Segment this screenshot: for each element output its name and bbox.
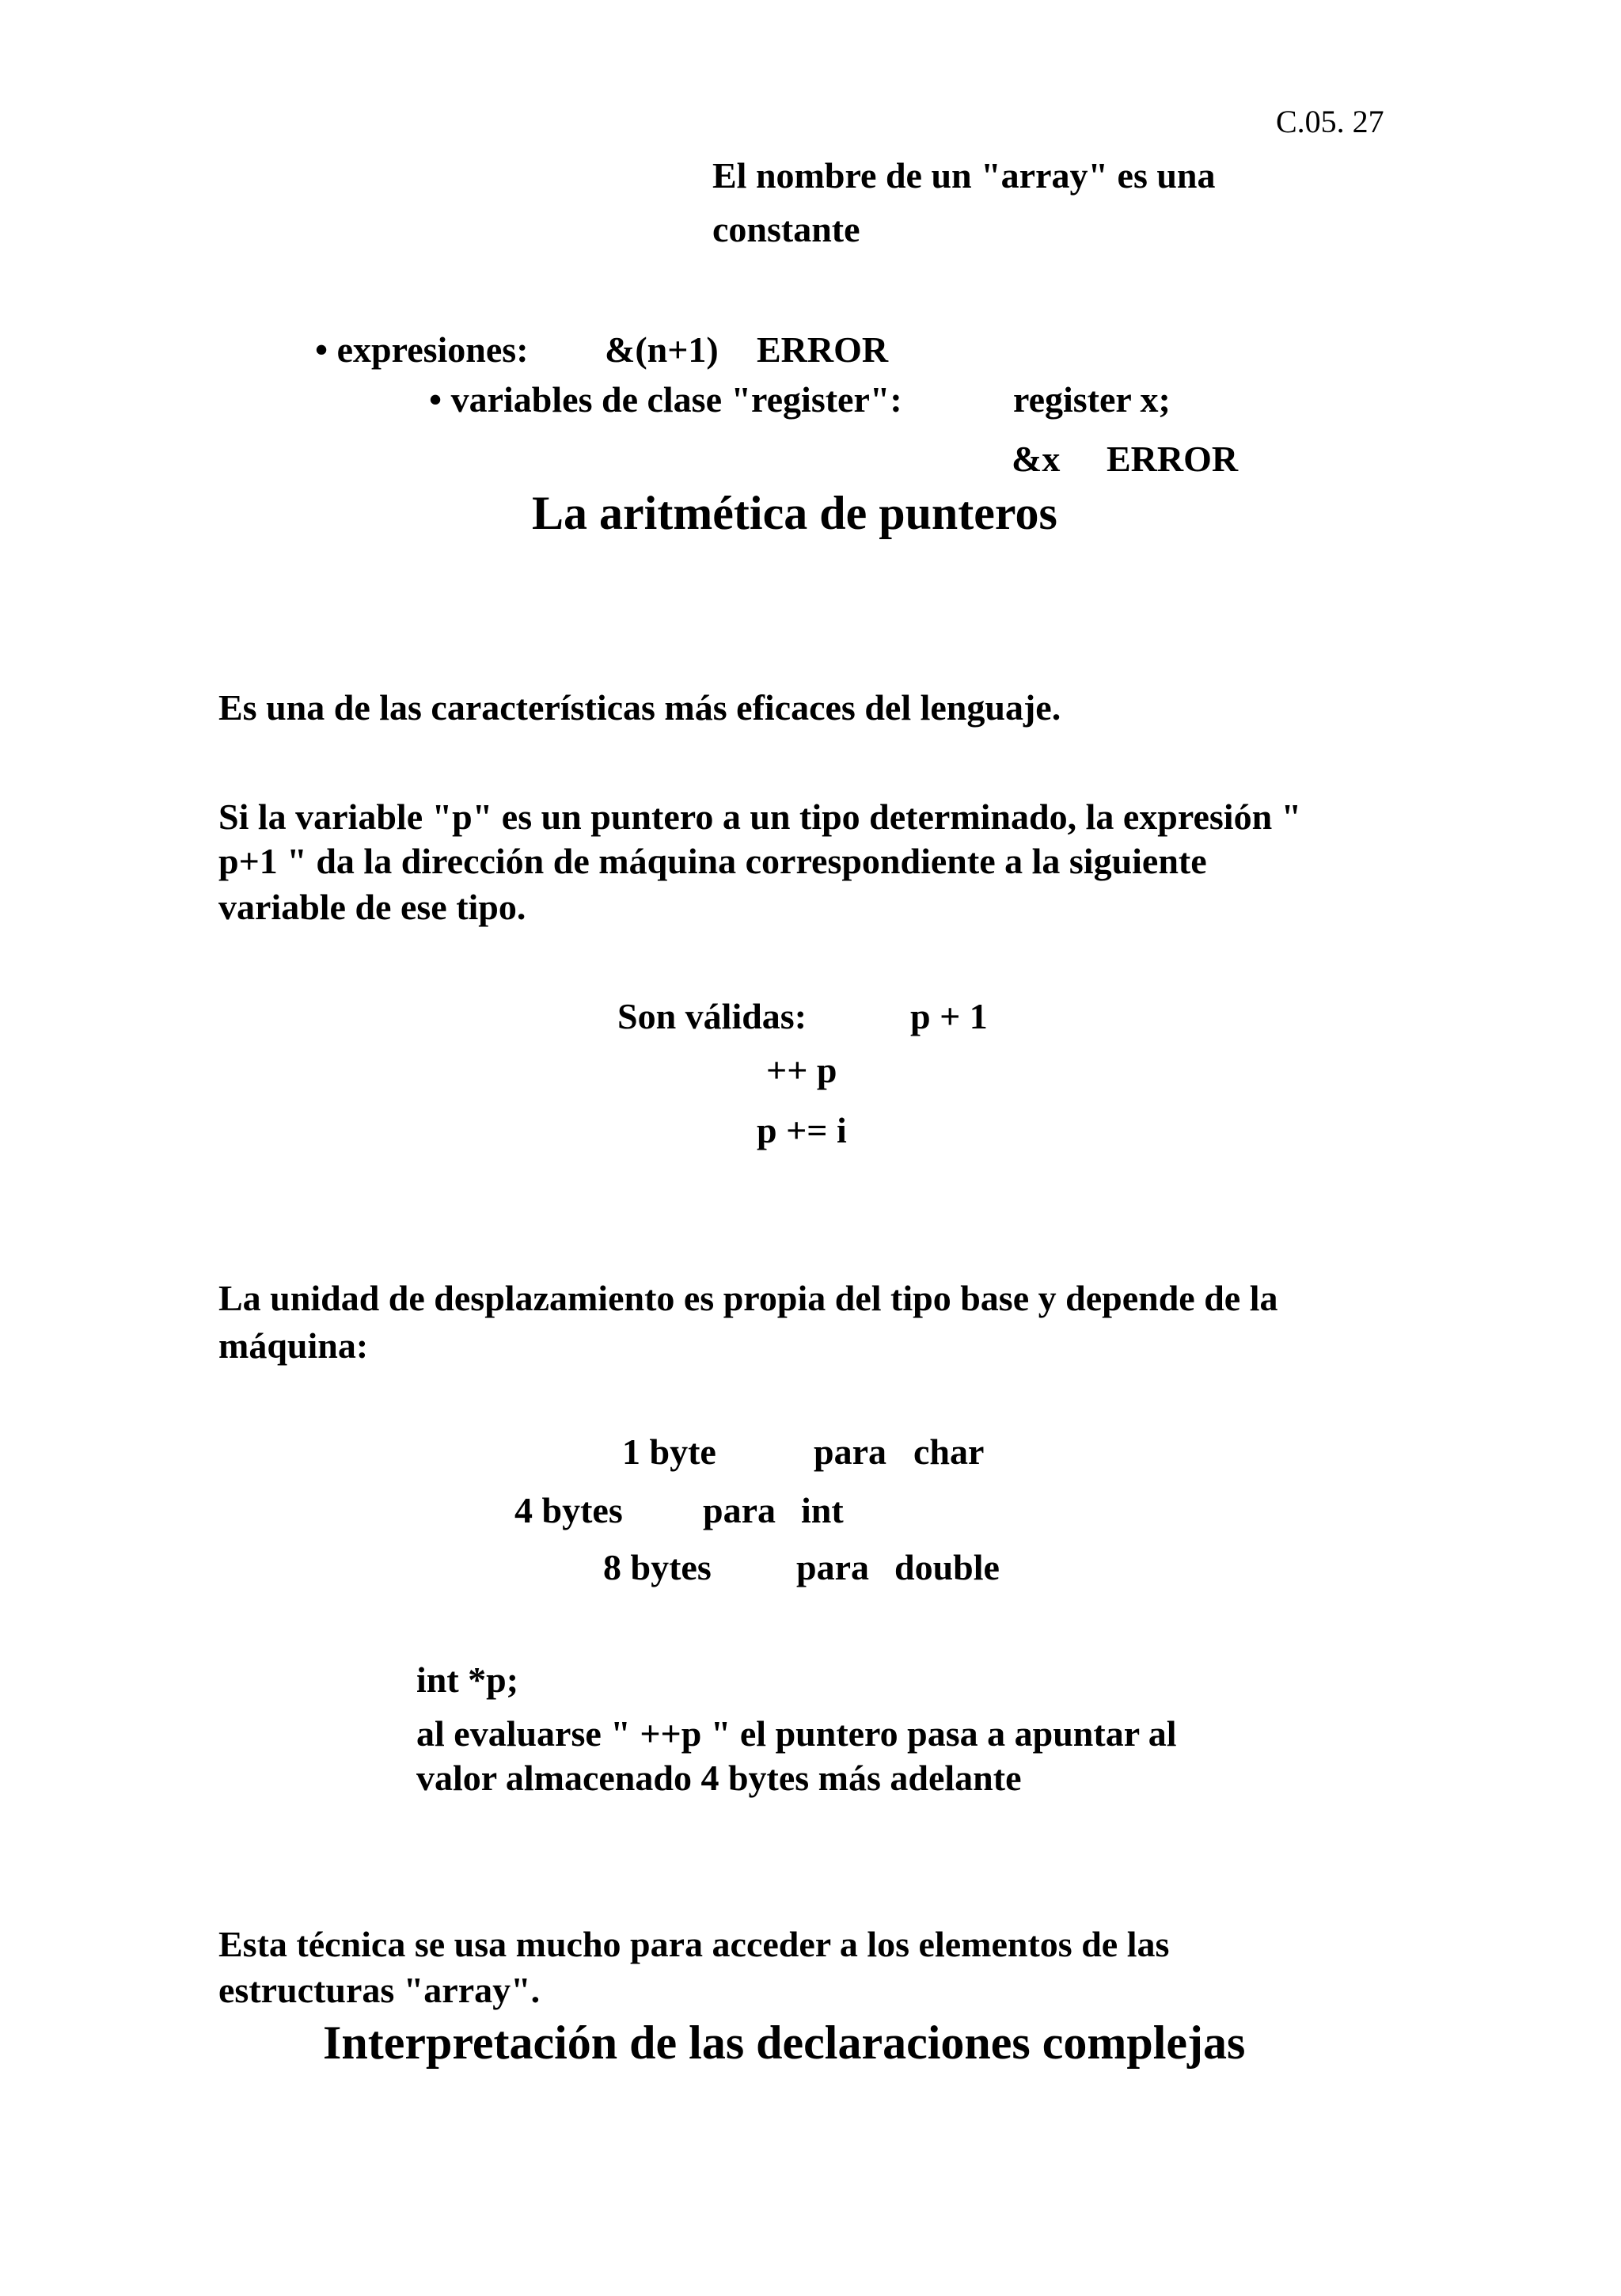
valid-expr-3: p += i [757,1110,847,1150]
page-number: C.05. 27 [1276,104,1384,139]
section1-paragraph-3-line1: La unidad de desplazamiento es propia del tipo base y depende de la [218,1278,1278,1318]
section1-paragraph-2-line1: Si la variable "p" es un puntero a un tipo determinado, la expresión " [218,796,1302,837]
size-row-1-type: char [913,1431,985,1472]
size-row-1-para: para [814,1431,886,1472]
section1-title: La aritmética de punteros [532,487,1057,539]
size-row-3-para: para [796,1547,869,1587]
section1-paragraph-3-line2: máquina: [218,1325,369,1366]
section1-paragraph-4-line1: Esta técnica se usa mucho para acceder a los elementos de las [218,1924,1170,1964]
section1-paragraph-1: Es una de las características más eficaces del lenguaje. [218,687,1061,728]
code-declaration: int *p; [416,1659,519,1700]
section1-paragraph-4-line2: estructuras "array". [218,1970,541,2010]
error-reg-label: • variables de clase "register": [429,379,902,420]
error-reg-addr: &x [1012,439,1061,479]
size-row-3-size: 8 bytes [603,1547,712,1587]
top-note-line2: constante [712,209,860,249]
error-expr-error: ERROR [757,329,889,370]
size-row-2-size: 4 bytes [514,1490,623,1530]
valid-expr-2: ++ p [766,1050,837,1090]
top-note-line1: El nombre de un "array" es una [712,155,1216,196]
valid-expr-1: p + 1 [910,996,988,1036]
valid-label: Son válidas: [617,996,807,1036]
size-row-2-type: int [801,1490,844,1530]
section1-paragraph-2-line3: variable de ese tipo. [218,887,526,927]
error-reg-error: ERROR [1107,439,1239,479]
eval-line-2: valor almacenado 4 bytes más adelante [416,1758,1022,1798]
section1-paragraph-2-line2: p+1 " da la dirección de máquina correspondiente a la siguiente [218,841,1207,881]
error-expr-label: • expresiones: [315,329,529,370]
eval-line-1: al evaluarse " ++p " el puntero pasa a apuntar al [416,1713,1177,1754]
error-reg-code: register x; [1013,379,1171,420]
size-row-3-type: double [894,1547,1000,1587]
size-row-2-para: para [703,1490,776,1530]
size-row-1-size: 1 byte [622,1431,716,1472]
error-expr-code: &(n+1) [605,329,719,370]
section2-title: Interpretación de las declaraciones complejas [323,2017,1246,2069]
